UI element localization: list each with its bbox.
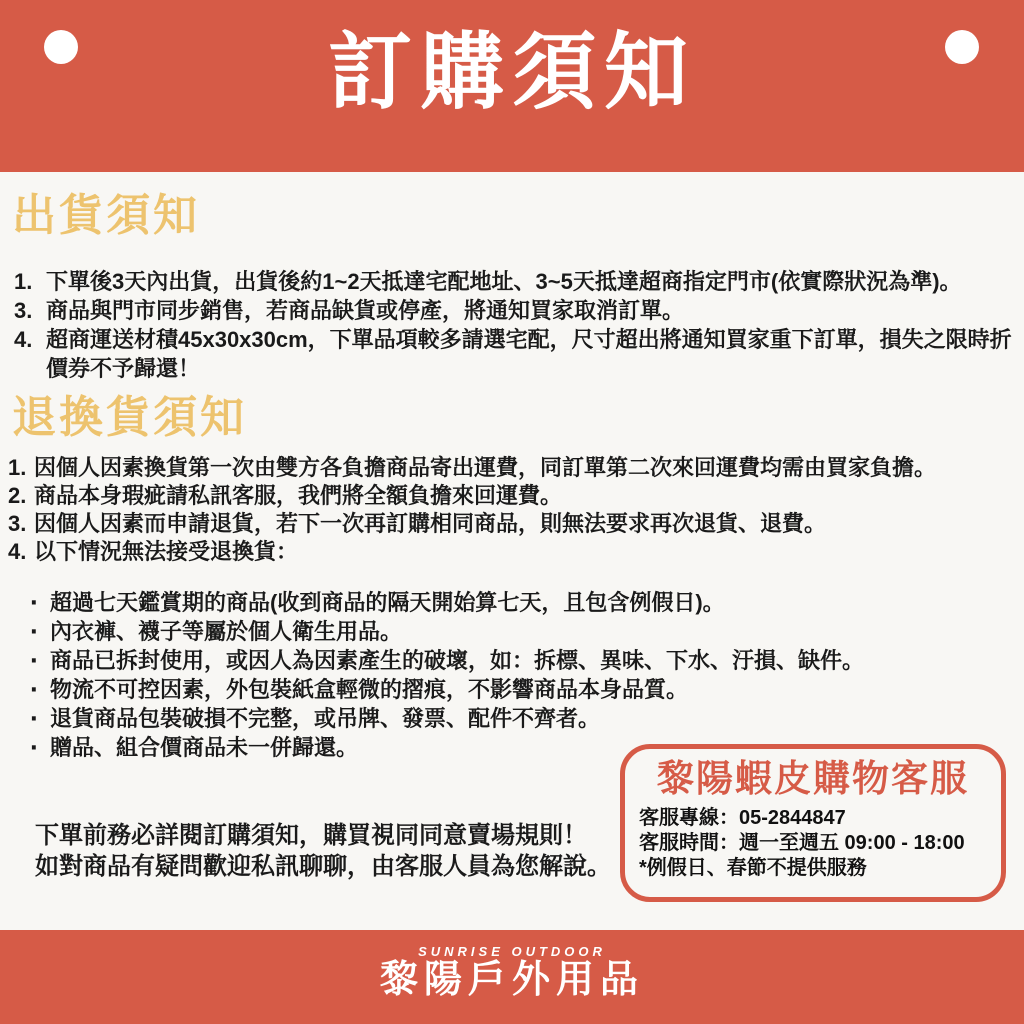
bullet-marker: ‧ <box>30 590 38 615</box>
list-item-number: 3. <box>14 298 33 323</box>
returns-list-item <box>0 538 1016 566</box>
bullet-text: 物流不可控因素，外包裝紙盒輕微的摺痕，不影響商品本身品質。 <box>50 677 689 702</box>
list-item-number: 2. <box>8 483 27 508</box>
bullet-marker: ‧ <box>30 677 38 702</box>
bullet-text: 內衣褲、襪子等屬於個人衛生用品。 <box>50 619 403 644</box>
bullet-text: 退貨商品包裝破損不完整，或吊牌、發票、配件不齊者。 <box>50 706 601 731</box>
customer-service-details <box>625 806 1001 881</box>
bullet-marker: ‧ <box>30 706 38 731</box>
list-item-number: 4. <box>8 539 27 564</box>
header-band <box>0 0 1024 172</box>
customer-service-title: 黎陽蝦皮購物客服 <box>657 758 969 799</box>
page-title: 訂購須知 <box>327 25 696 119</box>
shipping-list-item <box>0 325 1016 383</box>
bullet-item <box>0 646 1016 675</box>
service-holiday-line: *例假日、春節不提供服務 <box>639 856 867 879</box>
list-item-text: 商品與門市同步銷售，若商品缺貨或停產，將通知買家取消訂單。 <box>46 298 685 323</box>
list-item-text: 商品本身瑕疵請私訊客服，我們將全額負擔來回運費。 <box>34 483 563 508</box>
list-item-number: 4. <box>14 327 33 352</box>
returns-list-item <box>0 454 1016 482</box>
returns-section-heading: 退換貨須知 <box>12 393 247 442</box>
list-item-number: 1. <box>8 455 27 480</box>
shipping-list-item <box>0 267 1016 296</box>
list-item-text: 因個人因素而申請退貨，若下一次再訂購相同商品，則無法要求再次退貨、退費。 <box>34 511 827 536</box>
shipping-section-heading: 出貨須知 <box>12 191 200 240</box>
bullet-text: 贈品、組合價商品未一併歸還。 <box>50 735 359 760</box>
bullet-marker: ‧ <box>30 735 38 760</box>
returns-list <box>0 454 1016 566</box>
bullet-item <box>0 617 1016 646</box>
list-item-text: 以下情況無法接受退換貨： <box>34 539 299 564</box>
agreement-note-line2: 如對商品有疑問歡迎私訊聊聊，由客服人員為您解說。 <box>35 853 611 880</box>
brand-name-chinese: 黎陽戶外用品 <box>379 959 644 1001</box>
bullet-item <box>0 704 1016 733</box>
returns-bullet-list <box>0 588 1016 762</box>
list-item-number: 3. <box>8 511 27 536</box>
shipping-list-item <box>0 296 1016 325</box>
bullet-item <box>0 675 1016 704</box>
returns-list-item <box>0 510 1016 538</box>
brand-name-english: SUNRISE OUTDOOR <box>418 944 606 959</box>
bullet-marker: ‧ <box>30 648 38 673</box>
bullet-text: 超過七天鑑賞期的商品(收到商品的隔天開始算七天，且包含例假日)。 <box>50 590 725 615</box>
list-item-text: 下單後3天內出貨，出貨後約1~2天抵達宅配地址、3~5天抵達超商指定門市(依實際狀況為準)。 <box>46 269 962 294</box>
service-phone-line: 客服專線：05-2844847 <box>639 806 846 829</box>
bullet-marker: ‧ <box>30 619 38 644</box>
shipping-list <box>0 267 1016 383</box>
list-item-text: 超商運送材積45x30x30cm，下單品項較多請選宅配，尺寸超出將通知買家重下訂單，損失之限時折價券不予歸還！ <box>46 327 1012 381</box>
bullet-item <box>0 588 1016 617</box>
agreement-note-line1: 下單前務必詳閱訂購須知，購買視同同意賣場規則！ <box>35 822 587 849</box>
list-item-text: 因個人因素換貨第一次由雙方各負擔商品寄出運費，同訂單第二次來回運費均需由買家負擔。 <box>34 455 937 480</box>
service-hours-line: 客服時間：週一至週五 09:00 - 18:00 <box>639 831 965 854</box>
bullet-text: 商品已拆封使用，或因人為因素產生的破壞，如：拆標、異味、下水、汙損、缺件。 <box>50 648 865 673</box>
agreement-note <box>35 820 615 882</box>
returns-list-item <box>0 482 1016 510</box>
customer-service-box <box>620 744 1006 902</box>
list-item-number: 1. <box>14 269 33 294</box>
